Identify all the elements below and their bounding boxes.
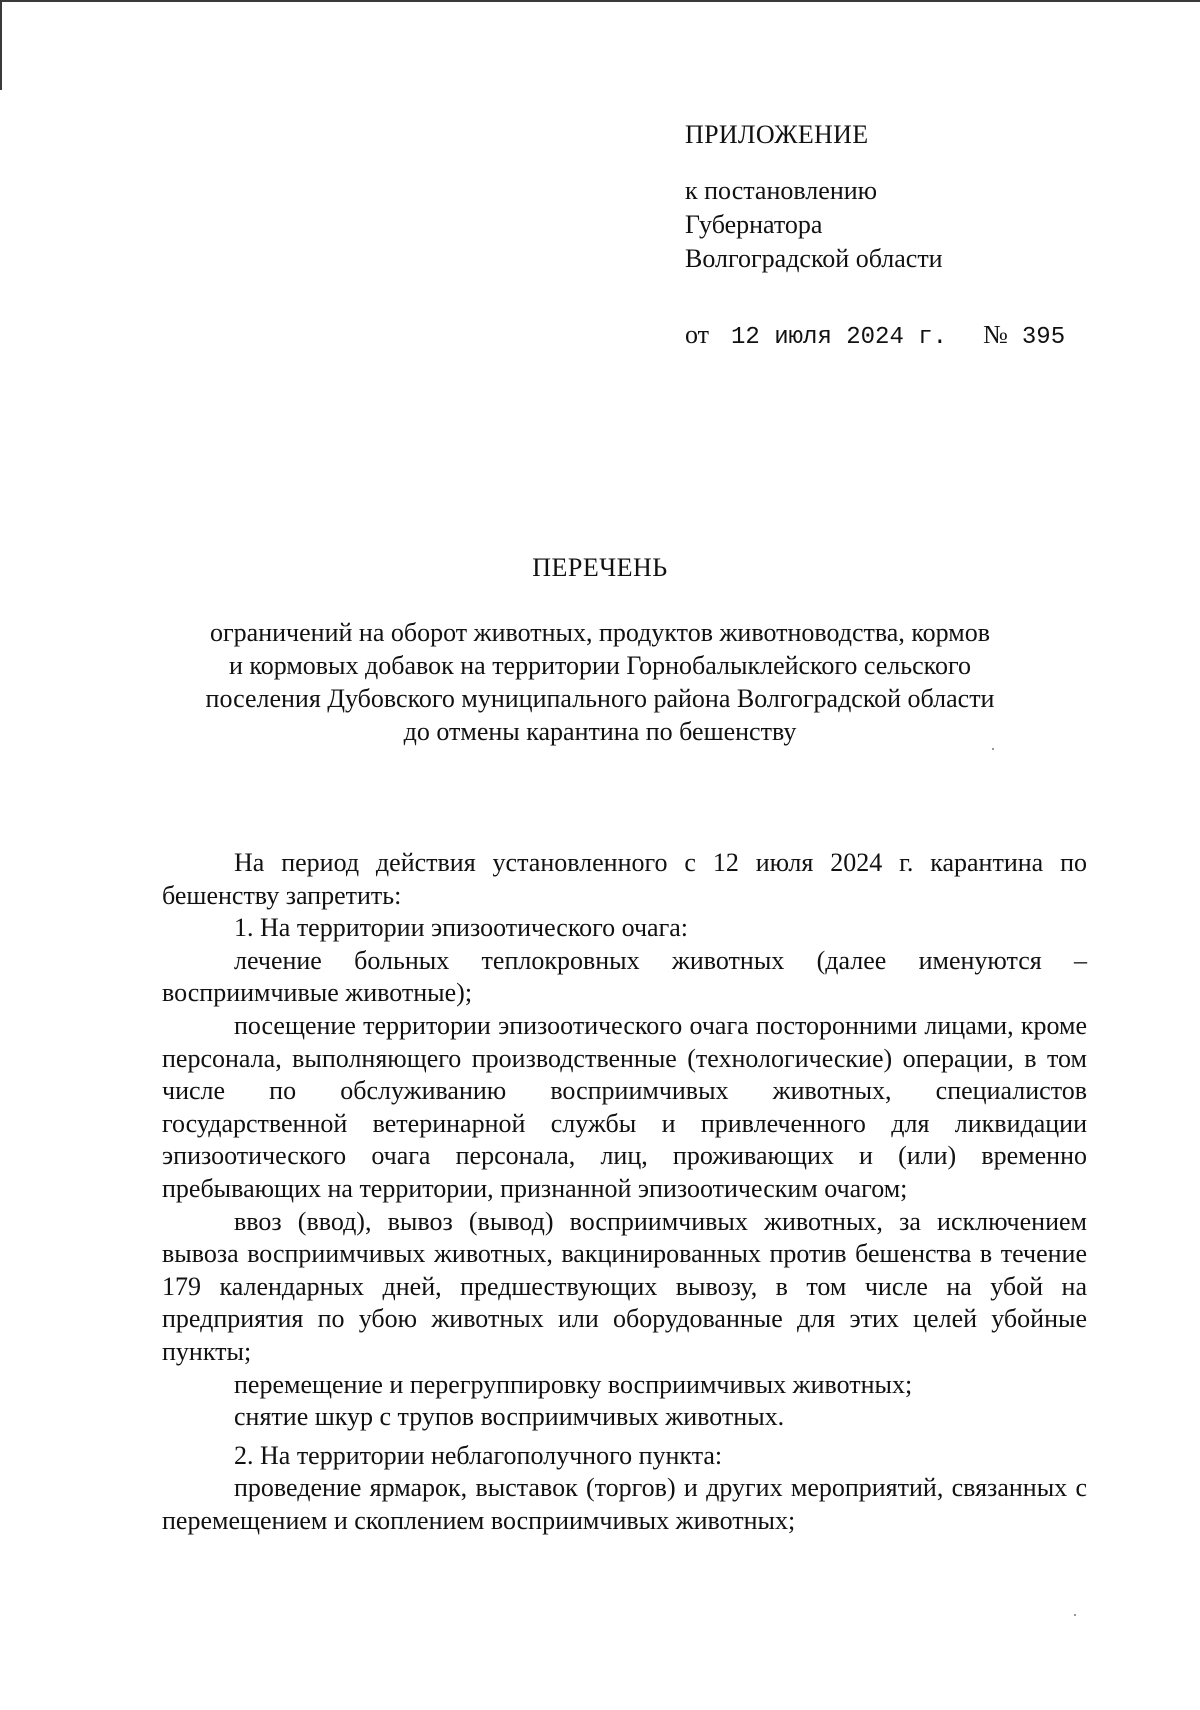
body-paragraph: лечение больных теплокровных животных (далее именуются – восприимчивые животные); xyxy=(162,945,1087,1008)
annex-line: Волгоградской области xyxy=(685,244,943,273)
scan-speck xyxy=(1074,1614,1076,1616)
subtitle-line: и кормовых добавок на территории Горнобалыклейского сельского xyxy=(228,651,971,680)
number-sign: № xyxy=(983,320,1008,349)
scan-speck xyxy=(992,748,994,750)
document-number: 395 xyxy=(1021,324,1066,351)
body-paragraph: посещение территории эпизоотического очага посторонними лицами, кроме персонала, выполняющего производственные (технологические) операции, в том числе по обслуживанию восприимчивых животных, специалистов государственной ветеринарной службы и привлеченного для ликвидации эпизоотического очага персонала, лиц, проживающих и (или) временно пребывающих на территории, признанной эпизоотическим очагом; xyxy=(162,1010,1087,1203)
date-prefix: от xyxy=(685,320,710,349)
body-paragraph: перемещение и перегруппировку восприимчивых животных; xyxy=(234,1369,913,1399)
subtitle-line: до отмены карантина по бешенству xyxy=(403,717,797,746)
document-subtitle xyxy=(160,616,1040,748)
body-paragraph: ввоз (ввод), вывоз (вывод) восприимчивых животных, за исключением вывоза восприимчивых животных, вакцинированных против бешенства в течение 179 календарных дней, предшествующих вывозу, в том числе на убой на предприятия по убою животных или оборудованные для этих целей убойные пункты; xyxy=(162,1206,1087,1366)
document-title: ПЕРЕЧЕНЬ xyxy=(532,553,668,582)
annex-title: ПРИЛОЖЕНИЕ xyxy=(685,120,869,149)
annex-line: Губернатора xyxy=(685,210,823,239)
annex-line: к постановлению xyxy=(685,176,878,205)
body-paragraph: 1. На территории эпизоотического очага: xyxy=(234,913,689,943)
body-paragraph: проведение ярмарок, выставок (торгов) и других мероприятий, связанных с перемещением и скоплением восприимчивых животных; xyxy=(162,1473,1087,1535)
body-paragraph: 2. На территории неблагополучного пункта: xyxy=(234,1440,723,1470)
subtitle-line: ограничений на оборот животных, продуктов животноводства, кормов xyxy=(210,618,990,647)
scan-edge-left xyxy=(0,0,2,90)
subtitle-line: поселения Дубовского муниципального района Волгоградской области xyxy=(205,684,995,713)
annex-block xyxy=(685,118,943,276)
body-paragraph: снятие шкур с трупов восприимчивых животных. xyxy=(234,1402,785,1432)
body-paragraph: На период действия установленного с 12 июля 2024 г. карантина по бешенству запретить: xyxy=(162,848,1087,910)
annex-date-line xyxy=(685,320,1065,351)
document-body xyxy=(162,847,1087,1537)
date-value: 12 июля 2024 г. xyxy=(731,324,948,351)
scan-edge-top xyxy=(0,0,1200,2)
